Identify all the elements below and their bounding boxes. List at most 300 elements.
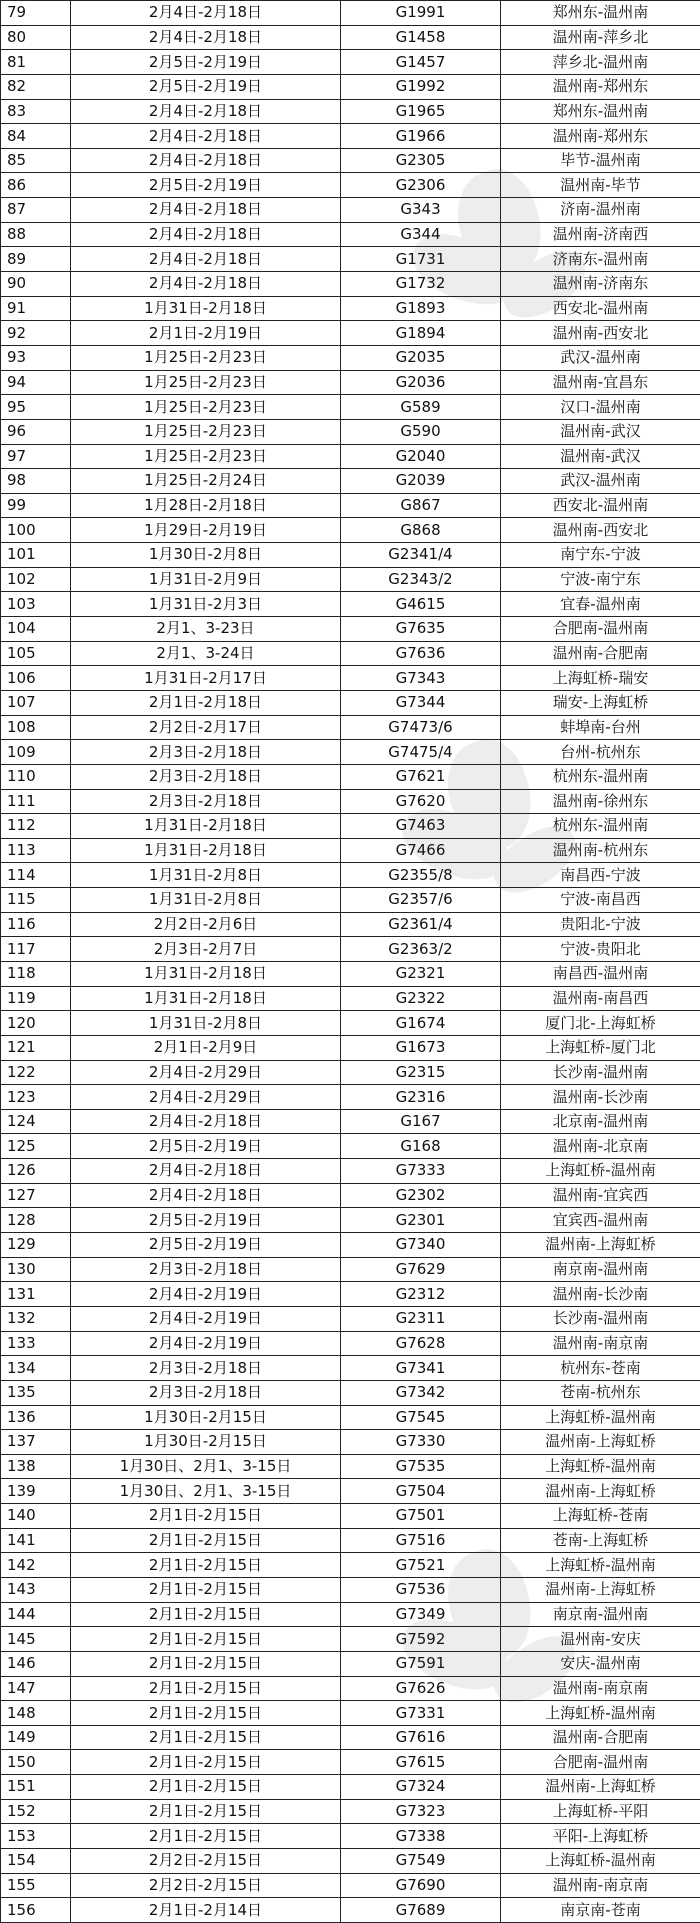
date-range-cell: 2月1日-2月14日 — [71, 1898, 341, 1923]
train-number-cell: G1458 — [341, 25, 501, 50]
route-cell: 济南-温州南 — [501, 198, 700, 223]
train-number-cell: G867 — [341, 493, 501, 518]
table-row — [1, 543, 700, 568]
row-number-cell: 83 — [1, 99, 71, 124]
row-number-cell: 85 — [1, 148, 71, 173]
date-range-cell: 1月30日、2月1、3-15日 — [71, 1479, 341, 1504]
train-number-cell: G2357/6 — [341, 888, 501, 913]
route-cell: 武汉-温州南 — [501, 345, 700, 370]
table-row — [1, 715, 700, 740]
date-range-cell: 2月1日-2月19日 — [71, 321, 341, 346]
route-cell: 温州南-南京南 — [501, 1676, 700, 1701]
table-row — [1, 764, 700, 789]
table-row — [1, 1454, 700, 1479]
row-number-cell: 84 — [1, 124, 71, 149]
train-number-cell: G7689 — [341, 1898, 501, 1923]
train-number-cell: G7324 — [341, 1775, 501, 1800]
route-cell: 上海虹桥-平阳 — [501, 1799, 700, 1824]
route-cell: 上海虹桥-温州南 — [501, 1454, 700, 1479]
table-row — [1, 469, 700, 494]
row-number-cell: 155 — [1, 1873, 71, 1898]
date-range-cell: 1月25日-2月23日 — [71, 345, 341, 370]
table-row — [1, 814, 700, 839]
train-number-cell: G1966 — [341, 124, 501, 149]
table-row — [1, 961, 700, 986]
date-range-cell: 2月3日-2月18日 — [71, 1380, 341, 1405]
row-number-cell: 129 — [1, 1233, 71, 1258]
route-cell: 温州南-郑州东 — [501, 74, 700, 99]
route-cell: 蚌埠南-台州 — [501, 715, 700, 740]
route-cell: 温州南-西安北 — [501, 518, 700, 543]
train-number-cell: G2315 — [341, 1060, 501, 1085]
table-row — [1, 1159, 700, 1184]
row-number-cell: 92 — [1, 321, 71, 346]
train-number-cell: G7536 — [341, 1578, 501, 1603]
route-cell: 南京南-温州南 — [501, 1257, 700, 1282]
row-number-cell: 116 — [1, 912, 71, 937]
train-number-cell: G7330 — [341, 1430, 501, 1455]
row-number-cell: 134 — [1, 1356, 71, 1381]
date-range-cell: 1月25日-2月23日 — [71, 370, 341, 395]
table-row — [1, 1060, 700, 1085]
table-row — [1, 1775, 700, 1800]
table-row — [1, 1356, 700, 1381]
table-row — [1, 1553, 700, 1578]
train-number-cell: G2343/2 — [341, 567, 501, 592]
route-cell: 杭州东-温州南 — [501, 814, 700, 839]
table-row — [1, 493, 700, 518]
row-number-cell: 96 — [1, 419, 71, 444]
train-number-cell: G167 — [341, 1109, 501, 1134]
train-number-cell: G2363/2 — [341, 937, 501, 962]
row-number-cell: 123 — [1, 1085, 71, 1110]
date-range-cell: 1月31日-2月8日 — [71, 863, 341, 888]
table-row — [1, 1676, 700, 1701]
route-cell: 合肥南-温州南 — [501, 617, 700, 642]
train-number-cell: G1457 — [341, 50, 501, 75]
table-row — [1, 99, 700, 124]
route-cell: 温州南-南昌西 — [501, 986, 700, 1011]
route-cell: 温州南-萍乡北 — [501, 25, 700, 50]
table-row — [1, 148, 700, 173]
row-number-cell: 132 — [1, 1306, 71, 1331]
row-number-cell: 82 — [1, 74, 71, 99]
train-number-cell: G7349 — [341, 1602, 501, 1627]
table-row — [1, 641, 700, 666]
train-number-cell: G343 — [341, 198, 501, 223]
table-row — [1, 1824, 700, 1849]
train-number-cell: G7629 — [341, 1257, 501, 1282]
row-number-cell: 120 — [1, 1011, 71, 1036]
table-row — [1, 1898, 700, 1923]
route-cell: 上海虹桥-温州南 — [501, 1159, 700, 1184]
date-range-cell: 2月5日-2月19日 — [71, 1208, 341, 1233]
row-number-cell: 128 — [1, 1208, 71, 1233]
table-row — [1, 1725, 700, 1750]
table-row — [1, 1035, 700, 1060]
train-number-cell: G7340 — [341, 1233, 501, 1258]
route-cell: 宜春-温州南 — [501, 592, 700, 617]
table-row — [1, 1578, 700, 1603]
row-number-cell: 151 — [1, 1775, 71, 1800]
train-number-cell: G1965 — [341, 99, 501, 124]
route-cell: 温州南-北京南 — [501, 1134, 700, 1159]
route-cell: 宁波-南宁东 — [501, 567, 700, 592]
row-number-cell: 111 — [1, 789, 71, 814]
row-number-cell: 80 — [1, 25, 71, 50]
route-cell: 安庆-温州南 — [501, 1651, 700, 1676]
train-number-cell: G1673 — [341, 1035, 501, 1060]
row-number-cell: 154 — [1, 1849, 71, 1874]
date-range-cell: 2月1日-2月15日 — [71, 1651, 341, 1676]
route-cell: 温州南-杭州东 — [501, 838, 700, 863]
train-number-cell: G868 — [341, 518, 501, 543]
route-cell: 杭州东-温州南 — [501, 764, 700, 789]
date-range-cell: 2月1日-2月15日 — [71, 1676, 341, 1701]
route-cell: 上海虹桥-瑞安 — [501, 666, 700, 691]
train-number-cell: G589 — [341, 395, 501, 420]
date-range-cell: 1月31日-2月17日 — [71, 666, 341, 691]
train-number-cell: G7621 — [341, 764, 501, 789]
date-range-cell: 2月5日-2月19日 — [71, 1134, 341, 1159]
train-number-cell: G2341/4 — [341, 543, 501, 568]
table-row — [1, 1528, 700, 1553]
date-range-cell: 1月31日-2月9日 — [71, 567, 341, 592]
table-row — [1, 419, 700, 444]
date-range-cell: 2月2日-2月15日 — [71, 1849, 341, 1874]
date-range-cell: 1月31日-2月18日 — [71, 961, 341, 986]
date-range-cell: 2月4日-2月18日 — [71, 25, 341, 50]
table-row — [1, 74, 700, 99]
row-number-cell: 93 — [1, 345, 71, 370]
row-number-cell: 143 — [1, 1578, 71, 1603]
row-number-cell: 101 — [1, 543, 71, 568]
train-number-cell: G7545 — [341, 1405, 501, 1430]
date-range-cell: 1月25日-2月23日 — [71, 444, 341, 469]
table-row — [1, 1183, 700, 1208]
row-number-cell: 135 — [1, 1380, 71, 1405]
row-number-cell: 138 — [1, 1454, 71, 1479]
date-range-cell: 2月1日-2月15日 — [71, 1578, 341, 1603]
row-number-cell: 148 — [1, 1701, 71, 1726]
train-number-cell: G2361/4 — [341, 912, 501, 937]
route-cell: 温州南-上海虹桥 — [501, 1430, 700, 1455]
row-number-cell: 102 — [1, 567, 71, 592]
date-range-cell: 1月29日-2月19日 — [71, 518, 341, 543]
row-number-cell: 139 — [1, 1479, 71, 1504]
route-cell: 郑州东-温州南 — [501, 1, 700, 26]
train-number-cell: G7333 — [341, 1159, 501, 1184]
route-cell: 汉口-温州南 — [501, 395, 700, 420]
date-range-cell: 2月1日-2月15日 — [71, 1602, 341, 1627]
train-number-cell: G7521 — [341, 1553, 501, 1578]
row-number-cell: 114 — [1, 863, 71, 888]
table-row — [1, 1405, 700, 1430]
route-cell: 上海虹桥-温州南 — [501, 1701, 700, 1726]
row-number-cell: 150 — [1, 1750, 71, 1775]
date-range-cell: 2月4日-2月18日 — [71, 272, 341, 297]
date-range-cell: 2月4日-2月18日 — [71, 99, 341, 124]
train-number-cell: G344 — [341, 222, 501, 247]
row-number-cell: 103 — [1, 592, 71, 617]
table-row — [1, 1331, 700, 1356]
date-range-cell: 2月4日-2月18日 — [71, 1109, 341, 1134]
route-cell: 温州南-南京南 — [501, 1331, 700, 1356]
route-cell: 长沙南-温州南 — [501, 1060, 700, 1085]
table-row — [1, 1257, 700, 1282]
route-cell: 温州南-西安北 — [501, 321, 700, 346]
row-number-cell: 127 — [1, 1183, 71, 1208]
route-cell: 毕节-温州南 — [501, 148, 700, 173]
train-number-cell: G2305 — [341, 148, 501, 173]
route-cell: 苍南-上海虹桥 — [501, 1528, 700, 1553]
row-number-cell: 125 — [1, 1134, 71, 1159]
route-cell: 温州南-上海虹桥 — [501, 1479, 700, 1504]
train-number-cell: G7473/6 — [341, 715, 501, 740]
table-row — [1, 1799, 700, 1824]
route-cell: 温州南-宜昌东 — [501, 370, 700, 395]
train-number-cell: G7341 — [341, 1356, 501, 1381]
train-number-cell: G1992 — [341, 74, 501, 99]
route-cell: 贵阳北-宁波 — [501, 912, 700, 937]
date-range-cell: 2月3日-2月18日 — [71, 1356, 341, 1381]
route-cell: 温州南-郑州东 — [501, 124, 700, 149]
train-number-cell: G1674 — [341, 1011, 501, 1036]
train-number-cell: G2321 — [341, 961, 501, 986]
row-number-cell: 146 — [1, 1651, 71, 1676]
route-cell: 济南东-温州南 — [501, 247, 700, 272]
table-row — [1, 863, 700, 888]
date-range-cell: 2月3日-2月18日 — [71, 740, 341, 765]
train-number-cell: G7628 — [341, 1331, 501, 1356]
row-number-cell: 112 — [1, 814, 71, 839]
train-number-cell: G2035 — [341, 345, 501, 370]
train-number-cell: G2322 — [341, 986, 501, 1011]
route-cell: 温州南-长沙南 — [501, 1282, 700, 1307]
date-range-cell: 2月3日-2月18日 — [71, 1257, 341, 1282]
row-number-cell: 99 — [1, 493, 71, 518]
route-cell: 上海虹桥-温州南 — [501, 1405, 700, 1430]
table-row — [1, 567, 700, 592]
row-number-cell: 89 — [1, 247, 71, 272]
date-range-cell: 2月4日-2月18日 — [71, 1183, 341, 1208]
train-number-cell: G2312 — [341, 1282, 501, 1307]
route-cell: 宁波-贵阳北 — [501, 937, 700, 962]
row-number-cell: 91 — [1, 296, 71, 321]
row-number-cell: 107 — [1, 690, 71, 715]
route-cell: 瑞安-上海虹桥 — [501, 690, 700, 715]
train-number-cell: G7626 — [341, 1676, 501, 1701]
date-range-cell: 1月31日-2月18日 — [71, 986, 341, 1011]
date-range-cell: 2月4日-2月29日 — [71, 1060, 341, 1085]
train-number-cell: G1731 — [341, 247, 501, 272]
table-row — [1, 124, 700, 149]
date-range-cell: 2月4日-2月19日 — [71, 1282, 341, 1307]
route-cell: 上海虹桥-厦门北 — [501, 1035, 700, 1060]
train-number-cell: G2039 — [341, 469, 501, 494]
date-range-cell: 2月2日-2月17日 — [71, 715, 341, 740]
train-number-cell: G7616 — [341, 1725, 501, 1750]
table-row — [1, 395, 700, 420]
table-row — [1, 1651, 700, 1676]
table-row — [1, 1873, 700, 1898]
row-number-cell: 145 — [1, 1627, 71, 1652]
table-row — [1, 1134, 700, 1159]
route-cell: 杭州东-苍南 — [501, 1356, 700, 1381]
row-number-cell: 115 — [1, 888, 71, 913]
row-number-cell: 97 — [1, 444, 71, 469]
date-range-cell: 1月30日、2月1、3-15日 — [71, 1454, 341, 1479]
route-cell: 上海虹桥-苍南 — [501, 1504, 700, 1529]
train-number-cell: G7475/4 — [341, 740, 501, 765]
route-cell: 合肥南-温州南 — [501, 1750, 700, 1775]
date-range-cell: 1月30日-2月15日 — [71, 1430, 341, 1455]
row-number-cell: 98 — [1, 469, 71, 494]
row-number-cell: 131 — [1, 1282, 71, 1307]
date-range-cell: 2月4日-2月18日 — [71, 1, 341, 26]
table-row — [1, 198, 700, 223]
table-row — [1, 1011, 700, 1036]
table-body — [1, 1, 700, 1923]
table-row — [1, 1430, 700, 1455]
row-number-cell: 130 — [1, 1257, 71, 1282]
table-row — [1, 25, 700, 50]
table-row — [1, 370, 700, 395]
row-number-cell: 100 — [1, 518, 71, 543]
date-range-cell: 2月1日-2月15日 — [71, 1750, 341, 1775]
table-row — [1, 50, 700, 75]
route-cell: 台州-杭州东 — [501, 740, 700, 765]
date-range-cell: 1月30日-2月15日 — [71, 1405, 341, 1430]
row-number-cell: 149 — [1, 1725, 71, 1750]
table-row — [1, 1208, 700, 1233]
table-row — [1, 272, 700, 297]
date-range-cell: 1月31日-2月8日 — [71, 888, 341, 913]
row-number-cell: 141 — [1, 1528, 71, 1553]
train-number-cell: G7501 — [341, 1504, 501, 1529]
route-cell: 温州南-上海虹桥 — [501, 1775, 700, 1800]
train-number-cell: G590 — [341, 419, 501, 444]
table-row — [1, 173, 700, 198]
row-number-cell: 104 — [1, 617, 71, 642]
train-number-cell: G7591 — [341, 1651, 501, 1676]
table-row — [1, 1380, 700, 1405]
train-number-cell: G2301 — [341, 1208, 501, 1233]
train-number-cell: G2040 — [341, 444, 501, 469]
train-number-cell: G7535 — [341, 1454, 501, 1479]
table-row — [1, 690, 700, 715]
route-cell: 苍南-杭州东 — [501, 1380, 700, 1405]
row-number-cell: 88 — [1, 222, 71, 247]
date-range-cell: 2月3日-2月7日 — [71, 937, 341, 962]
route-cell: 温州南-济南西 — [501, 222, 700, 247]
route-cell: 南京南-苍南 — [501, 1898, 700, 1923]
train-number-cell: G7516 — [341, 1528, 501, 1553]
table-row — [1, 247, 700, 272]
route-cell: 温州南-毕节 — [501, 173, 700, 198]
train-number-cell: G1732 — [341, 272, 501, 297]
table-row — [1, 518, 700, 543]
row-number-cell: 81 — [1, 50, 71, 75]
date-range-cell: 2月1、3-23日 — [71, 617, 341, 642]
date-range-cell: 2月4日-2月18日 — [71, 124, 341, 149]
table-row — [1, 1233, 700, 1258]
date-range-cell: 2月1日-2月15日 — [71, 1799, 341, 1824]
train-number-cell: G7343 — [341, 666, 501, 691]
date-range-cell: 2月5日-2月19日 — [71, 50, 341, 75]
route-cell: 南京南-温州南 — [501, 1602, 700, 1627]
table-row — [1, 444, 700, 469]
date-range-cell: 2月1日-2月15日 — [71, 1627, 341, 1652]
row-number-cell: 156 — [1, 1898, 71, 1923]
train-number-cell: G2316 — [341, 1085, 501, 1110]
row-number-cell: 152 — [1, 1799, 71, 1824]
date-range-cell: 2月1日-2月18日 — [71, 690, 341, 715]
table-row — [1, 1, 700, 26]
row-number-cell: 140 — [1, 1504, 71, 1529]
route-cell: 平阳-上海虹桥 — [501, 1824, 700, 1849]
date-range-cell: 2月1日-2月15日 — [71, 1725, 341, 1750]
row-number-cell: 106 — [1, 666, 71, 691]
route-cell: 温州南-上海虹桥 — [501, 1233, 700, 1258]
row-number-cell: 79 — [1, 1, 71, 26]
row-number-cell: 153 — [1, 1824, 71, 1849]
route-cell: 宁波-南昌西 — [501, 888, 700, 913]
row-number-cell: 147 — [1, 1676, 71, 1701]
date-range-cell: 2月3日-2月18日 — [71, 764, 341, 789]
route-cell: 南昌西-宁波 — [501, 863, 700, 888]
table-row — [1, 1627, 700, 1652]
row-number-cell: 94 — [1, 370, 71, 395]
route-cell: 温州南-安庆 — [501, 1627, 700, 1652]
table-row — [1, 617, 700, 642]
table-row — [1, 1602, 700, 1627]
table-row — [1, 937, 700, 962]
date-range-cell: 2月2日-2月15日 — [71, 1873, 341, 1898]
train-number-cell: G7466 — [341, 838, 501, 863]
route-cell: 温州南-武汉 — [501, 419, 700, 444]
row-number-cell: 137 — [1, 1430, 71, 1455]
route-cell: 长沙南-温州南 — [501, 1306, 700, 1331]
date-range-cell: 1月31日-2月3日 — [71, 592, 341, 617]
date-range-cell: 1月31日-2月8日 — [71, 1011, 341, 1036]
route-cell: 温州南-合肥南 — [501, 641, 700, 666]
date-range-cell: 2月4日-2月29日 — [71, 1085, 341, 1110]
row-number-cell: 121 — [1, 1035, 71, 1060]
date-range-cell: 2月1日-2月15日 — [71, 1528, 341, 1553]
train-number-cell: G7549 — [341, 1849, 501, 1874]
train-number-cell: G7342 — [341, 1380, 501, 1405]
date-range-cell: 2月5日-2月19日 — [71, 74, 341, 99]
route-cell: 宜宾西-温州南 — [501, 1208, 700, 1233]
route-cell: 上海虹桥-温州南 — [501, 1553, 700, 1578]
row-number-cell: 95 — [1, 395, 71, 420]
date-range-cell: 1月31日-2月18日 — [71, 838, 341, 863]
table-row — [1, 912, 700, 937]
date-range-cell: 2月4日-2月19日 — [71, 1331, 341, 1356]
row-number-cell: 86 — [1, 173, 71, 198]
table-row — [1, 321, 700, 346]
train-number-cell: G1893 — [341, 296, 501, 321]
route-cell: 南宁东-宁波 — [501, 543, 700, 568]
table-row — [1, 1109, 700, 1134]
row-number-cell: 119 — [1, 986, 71, 1011]
date-range-cell: 2月4日-2月18日 — [71, 1159, 341, 1184]
row-number-cell: 118 — [1, 961, 71, 986]
route-cell: 温州南-上海虹桥 — [501, 1578, 700, 1603]
table-row — [1, 296, 700, 321]
date-range-cell: 2月4日-2月18日 — [71, 247, 341, 272]
